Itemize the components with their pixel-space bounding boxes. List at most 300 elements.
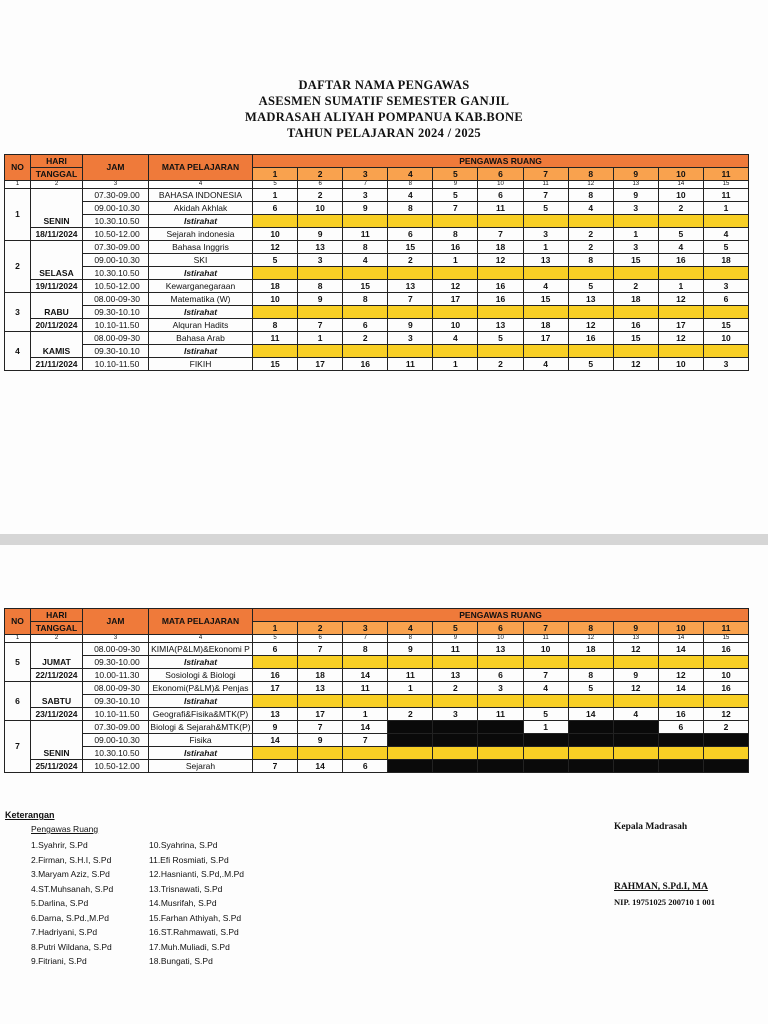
pengawas-list-item: 11.Efi Rosmiati, S.Pd (149, 854, 229, 865)
column-number: 8 (388, 181, 433, 189)
room-supervisor: 1 (523, 721, 568, 734)
break-cell (343, 215, 388, 228)
blacked-out-cell (478, 760, 523, 773)
room-supervisor: 2 (613, 280, 658, 293)
table-row (5, 202, 749, 215)
room-header-1: 1 (253, 168, 298, 181)
column-number: 3 (83, 181, 149, 189)
break-cell (658, 306, 703, 319)
session-time: 10.50-12.00 (83, 760, 149, 773)
room-supervisor: 10 (658, 189, 703, 202)
pengawas-list-item: 15.Farhan Athiyah, S.Pd (149, 912, 242, 923)
day-date: 25/11/2024 (31, 760, 83, 773)
room-supervisor: 7 (523, 189, 568, 202)
room-header-8: 8 (568, 168, 613, 181)
room-supervisor: 4 (658, 241, 703, 254)
table-row (5, 695, 749, 708)
pengawas-list-item: 7.Hadriyani, S.Pd (31, 927, 98, 937)
subject-name: Ekonomi(P&LM)& Penjas (149, 682, 253, 695)
room-header-2: 2 (298, 622, 343, 635)
blacked-out-cell (703, 760, 748, 773)
table-row (5, 760, 749, 773)
room-supervisor: 7 (298, 643, 343, 656)
room-supervisor: 2 (343, 332, 388, 345)
break-cell (343, 695, 388, 708)
room-header-3: 3 (343, 622, 388, 635)
blacked-out-cell (433, 721, 478, 734)
break-cell (658, 747, 703, 760)
break-label: Istirahat (149, 215, 253, 228)
room-supervisor: 7 (433, 202, 478, 215)
room-supervisor: 9 (388, 319, 433, 332)
room-supervisor: 13 (298, 682, 343, 695)
room-header-9: 9 (613, 168, 658, 181)
column-number: 6 (298, 635, 343, 643)
room-header-8: 8 (568, 622, 613, 635)
blacked-out-cell (478, 721, 523, 734)
break-cell (523, 656, 568, 669)
room-supervisor: 16 (343, 358, 388, 371)
break-cell (298, 656, 343, 669)
room-supervisor: 11 (478, 202, 523, 215)
room-supervisor: 9 (343, 202, 388, 215)
room-supervisor: 17 (433, 293, 478, 306)
room-header-9: 9 (613, 622, 658, 635)
room-supervisor: 13 (298, 241, 343, 254)
table-row (5, 682, 749, 695)
room-supervisor: 2 (703, 721, 748, 734)
room-supervisor: 13 (478, 319, 523, 332)
table-row (5, 708, 749, 721)
room-supervisor: 13 (478, 643, 523, 656)
session-time: 08.00-09-30 (83, 643, 149, 656)
room-supervisor: 14 (658, 643, 703, 656)
room-supervisor: 10 (253, 228, 298, 241)
header-pengawas-ruang: PENGAWAS RUANG (253, 609, 749, 622)
room-supervisor: 5 (568, 280, 613, 293)
doc-title-line-1: DAFTAR NAMA PENGAWAS (298, 78, 470, 92)
signature-title: Kepala Madrasah (614, 822, 688, 832)
break-label: Istirahat (149, 695, 253, 708)
day-date: 21/11/2024 (31, 358, 83, 371)
room-supervisor: 12 (658, 332, 703, 345)
day-date: 18/11/2024 (31, 228, 83, 241)
column-number: 1 (5, 181, 31, 189)
column-number: 6 (298, 181, 343, 189)
subject-name: Sejarah indonesia (149, 228, 253, 241)
break-cell (253, 267, 298, 280)
break-cell (478, 215, 523, 228)
subject-name: FIKIH (149, 358, 253, 371)
room-supervisor: 15 (613, 332, 658, 345)
break-cell (568, 656, 613, 669)
room-supervisor: 10 (433, 319, 478, 332)
room-supervisor: 2 (478, 358, 523, 371)
day-name: SELASA (31, 241, 83, 280)
room-supervisor: 6 (343, 319, 388, 332)
pengawas-list-item: 13.Trisnawati, S.Pd (149, 883, 223, 894)
room-supervisor: 2 (658, 202, 703, 215)
blacked-out-cell (658, 734, 703, 747)
room-supervisor: 10 (658, 358, 703, 371)
pengawas-list-item: 9.Fitriani, S.Pd (31, 956, 87, 966)
break-cell (703, 345, 748, 358)
blacked-out-cell (433, 760, 478, 773)
header-jam: JAM (83, 155, 149, 181)
room-header-10: 10 (658, 622, 703, 635)
room-header-5: 5 (433, 168, 478, 181)
table-row (5, 332, 749, 345)
subject-name: Sejarah (149, 760, 253, 773)
column-number: 13 (613, 181, 658, 189)
column-number: 12 (568, 635, 613, 643)
break-cell (343, 345, 388, 358)
subject-name: Sosiologi & Biologi (149, 669, 253, 682)
room-supervisor: 10 (703, 669, 748, 682)
room-supervisor: 8 (343, 643, 388, 656)
table-row (5, 734, 749, 747)
room-supervisor: 8 (568, 189, 613, 202)
room-supervisor: 2 (298, 189, 343, 202)
room-header-11: 11 (703, 622, 748, 635)
session-time: 09.30-10.10 (83, 345, 149, 358)
day-date: 19/11/2024 (31, 280, 83, 293)
break-cell (253, 656, 298, 669)
break-cell (343, 747, 388, 760)
room-supervisor: 18 (703, 254, 748, 267)
header-mata-pelajaran: MATA PELAJARAN (149, 155, 253, 181)
break-cell (388, 267, 433, 280)
room-supervisor: 4 (613, 708, 658, 721)
column-number: 12 (568, 181, 613, 189)
room-supervisor: 16 (568, 332, 613, 345)
room-supervisor: 6 (478, 669, 523, 682)
signature-name: RAHMAN, S.Pd.I, MA (614, 882, 708, 892)
break-cell (253, 747, 298, 760)
room-supervisor: 1 (703, 202, 748, 215)
break-cell (658, 656, 703, 669)
session-time: 09.30-10.10 (83, 306, 149, 319)
break-cell (433, 695, 478, 708)
session-time: 08.00-09-30 (83, 682, 149, 695)
room-supervisor: 12 (433, 280, 478, 293)
break-cell (703, 215, 748, 228)
session-time: 07.30-09.00 (83, 189, 149, 202)
session-time: 09.00-10.30 (83, 734, 149, 747)
room-supervisor: 1 (388, 682, 433, 695)
room-supervisor: 5 (433, 189, 478, 202)
header-hari: HARI (31, 155, 83, 168)
break-cell (433, 345, 478, 358)
session-time: 07.30-09.00 (83, 241, 149, 254)
column-number: 10 (478, 635, 523, 643)
room-supervisor: 14 (343, 721, 388, 734)
room-supervisor: 3 (613, 241, 658, 254)
break-cell (253, 215, 298, 228)
break-cell (568, 747, 613, 760)
table-row (5, 656, 749, 669)
room-header-10: 10 (658, 168, 703, 181)
header-mata-pelajaran: MATA PELAJARAN (149, 609, 253, 635)
day-number: 5 (5, 643, 31, 682)
room-supervisor: 5 (253, 254, 298, 267)
day-number: 4 (5, 332, 31, 371)
room-supervisor: 9 (388, 643, 433, 656)
break-cell (478, 345, 523, 358)
room-supervisor: 9 (613, 189, 658, 202)
column-number: 9 (433, 181, 478, 189)
room-supervisor: 12 (613, 358, 658, 371)
break-cell (388, 656, 433, 669)
room-supervisor: 7 (253, 760, 298, 773)
room-supervisor: 16 (613, 319, 658, 332)
room-supervisor: 13 (568, 293, 613, 306)
room-supervisor: 15 (343, 280, 388, 293)
pengawas-list-item: 2.Firman, S.H.I, S.Pd (31, 854, 112, 865)
room-supervisor: 7 (523, 669, 568, 682)
blacked-out-cell (568, 760, 613, 773)
session-time: 10.50-12.00 (83, 228, 149, 241)
room-supervisor: 11 (253, 332, 298, 345)
break-cell (253, 345, 298, 358)
blacked-out-cell (613, 734, 658, 747)
room-supervisor: 18 (568, 643, 613, 656)
room-supervisor: 1 (658, 280, 703, 293)
room-supervisor: 11 (478, 708, 523, 721)
room-supervisor: 6 (253, 643, 298, 656)
table-row (5, 358, 749, 371)
room-supervisor: 12 (658, 293, 703, 306)
room-supervisor: 11 (388, 669, 433, 682)
pengawas-list-left (31, 838, 113, 969)
header-pengawas-ruang: PENGAWAS RUANG (253, 155, 749, 168)
table-row (5, 747, 749, 760)
table-row (5, 241, 749, 254)
room-supervisor: 4 (703, 228, 748, 241)
day-number: 7 (5, 721, 31, 773)
break-cell (523, 267, 568, 280)
room-supervisor: 8 (343, 293, 388, 306)
column-number: 7 (343, 635, 388, 643)
room-supervisor: 10 (703, 332, 748, 345)
column-number: 11 (523, 635, 568, 643)
session-time: 10.50-12.00 (83, 280, 149, 293)
day-number: 1 (5, 189, 31, 241)
subject-name: Geografi&Fisika&MTK(P) (149, 708, 253, 721)
room-supervisor: 12 (703, 708, 748, 721)
break-cell (703, 695, 748, 708)
session-time: 10.30.10.50 (83, 267, 149, 280)
pengawas-list-item: 4.ST.Muhsanah, S.Pd (31, 883, 114, 894)
room-supervisor: 15 (703, 319, 748, 332)
room-supervisor: 7 (298, 721, 343, 734)
break-cell (298, 345, 343, 358)
pengawas-list-item: 14.Musrifah, S.Pd (149, 898, 217, 908)
header-no: NO (5, 155, 31, 181)
table-row (5, 254, 749, 267)
session-time: 10.30.10.50 (83, 215, 149, 228)
table-row (5, 228, 749, 241)
room-supervisor: 1 (343, 708, 388, 721)
subject-name: Fisika (149, 734, 253, 747)
room-header-7: 7 (523, 168, 568, 181)
day-name: SENIN (31, 721, 83, 760)
room-supervisor: 6 (253, 202, 298, 215)
break-cell (658, 215, 703, 228)
break-cell (433, 267, 478, 280)
subject-name: Kewarganegaraan (149, 280, 253, 293)
room-supervisor: 5 (658, 228, 703, 241)
day-name: RABU (31, 293, 83, 319)
room-supervisor: 4 (568, 202, 613, 215)
room-supervisor: 2 (388, 254, 433, 267)
column-number: 15 (703, 181, 748, 189)
room-supervisor: 13 (433, 669, 478, 682)
break-cell (253, 306, 298, 319)
room-supervisor: 7 (298, 319, 343, 332)
break-label: Istirahat (149, 306, 253, 319)
blacked-out-cell (613, 721, 658, 734)
break-cell (568, 267, 613, 280)
room-supervisor: 9 (613, 669, 658, 682)
blacked-out-cell (703, 734, 748, 747)
room-supervisor: 6 (478, 189, 523, 202)
header-tanggal: TANGGAL (31, 168, 83, 181)
break-cell (613, 215, 658, 228)
break-cell (478, 656, 523, 669)
room-supervisor: 7 (343, 734, 388, 747)
room-supervisor: 11 (703, 189, 748, 202)
break-label: Istirahat (149, 656, 253, 669)
room-supervisor: 8 (568, 254, 613, 267)
signature-nip: NIP. 19751025 200710 1 001 (614, 897, 715, 907)
pengawas-list-item: 18.Bungati, S.Pd (149, 956, 213, 966)
break-label: Istirahat (149, 747, 253, 760)
doc-title-line-4: TAHUN PELAJARAN 2024 / 2025 (287, 126, 481, 140)
room-supervisor: 3 (703, 280, 748, 293)
room-supervisor: 7 (388, 293, 433, 306)
room-supervisor: 16 (658, 254, 703, 267)
session-time: 10.00-11.30 (83, 669, 149, 682)
room-supervisor: 10 (253, 293, 298, 306)
pengawas-list-item: 16.ST.Rahmawati, S.Pd (149, 927, 239, 937)
break-cell (433, 656, 478, 669)
room-supervisor: 3 (343, 189, 388, 202)
room-header-5: 5 (433, 622, 478, 635)
day-number: 6 (5, 682, 31, 721)
room-supervisor: 12 (658, 669, 703, 682)
subject-name: Akidah Akhlak (149, 202, 253, 215)
pengawas-list-item: 1.Syahrir, S.Pd (31, 840, 88, 850)
blacked-out-cell (523, 760, 568, 773)
pengawas-list-item: 10.Syahrina, S.Pd (149, 840, 218, 850)
room-supervisor: 3 (388, 332, 433, 345)
day-name: JUMAT (31, 643, 83, 669)
doc-title-line-3: MADRASAH ALIYAH POMPANUA KAB.BONE (245, 110, 523, 124)
room-supervisor: 16 (703, 682, 748, 695)
break-cell (613, 747, 658, 760)
subject-name: Matematika (W) (149, 293, 253, 306)
blacked-out-cell (613, 760, 658, 773)
session-time: 10.30.10.50 (83, 747, 149, 760)
column-number: 10 (478, 181, 523, 189)
day-date: 23/11/2024 (31, 708, 83, 721)
table-row (5, 319, 749, 332)
column-number: 4 (149, 181, 253, 189)
blacked-out-cell (388, 721, 433, 734)
room-supervisor: 13 (253, 708, 298, 721)
break-cell (703, 656, 748, 669)
room-supervisor: 6 (388, 228, 433, 241)
room-supervisor: 5 (478, 332, 523, 345)
room-supervisor: 3 (478, 682, 523, 695)
day-number: 2 (5, 241, 31, 293)
schedule-table-1 (4, 154, 749, 371)
room-supervisor: 16 (253, 669, 298, 682)
column-number: 7 (343, 181, 388, 189)
break-cell (568, 306, 613, 319)
column-number: 14 (658, 635, 703, 643)
room-supervisor: 11 (388, 358, 433, 371)
day-name: SABTU (31, 682, 83, 708)
room-supervisor: 12 (613, 682, 658, 695)
room-supervisor: 4 (523, 280, 568, 293)
room-supervisor: 17 (658, 319, 703, 332)
break-cell (613, 695, 658, 708)
room-supervisor: 12 (253, 241, 298, 254)
break-cell (478, 267, 523, 280)
blacked-out-cell (478, 734, 523, 747)
blacked-out-cell (388, 734, 433, 747)
session-time: 07.30-09.00 (83, 721, 149, 734)
break-cell (253, 695, 298, 708)
break-cell (568, 695, 613, 708)
pengawas-list-item: 17.Muh.Muliadi, S.Pd (149, 941, 230, 952)
column-number: 3 (83, 635, 149, 643)
subject-name: Bahasa Arab (149, 332, 253, 345)
room-supervisor: 17 (253, 682, 298, 695)
table-row (5, 189, 749, 202)
room-supervisor: 8 (433, 228, 478, 241)
room-supervisor: 8 (568, 669, 613, 682)
table-row (5, 267, 749, 280)
room-supervisor: 1 (298, 332, 343, 345)
break-cell (298, 267, 343, 280)
room-supervisor: 15 (253, 358, 298, 371)
break-cell (478, 695, 523, 708)
room-supervisor: 18 (523, 319, 568, 332)
room-supervisor: 5 (568, 682, 613, 695)
break-cell (523, 215, 568, 228)
session-time: 09.30-10.10 (83, 695, 149, 708)
subject-name: BAHASA INDONESIA (149, 189, 253, 202)
room-supervisor: 12 (568, 319, 613, 332)
day-name: SENIN (31, 189, 83, 228)
pengawas-list-right (149, 838, 244, 969)
break-cell (343, 656, 388, 669)
blacked-out-cell (433, 734, 478, 747)
day-date: 20/11/2024 (31, 319, 83, 332)
room-supervisor: 16 (478, 280, 523, 293)
room-supervisor: 10 (523, 643, 568, 656)
break-cell (298, 215, 343, 228)
room-supervisor: 4 (523, 358, 568, 371)
break-label: Istirahat (149, 267, 253, 280)
room-supervisor: 17 (298, 358, 343, 371)
break-cell (388, 345, 433, 358)
column-number: 5 (253, 181, 298, 189)
room-supervisor: 8 (343, 241, 388, 254)
